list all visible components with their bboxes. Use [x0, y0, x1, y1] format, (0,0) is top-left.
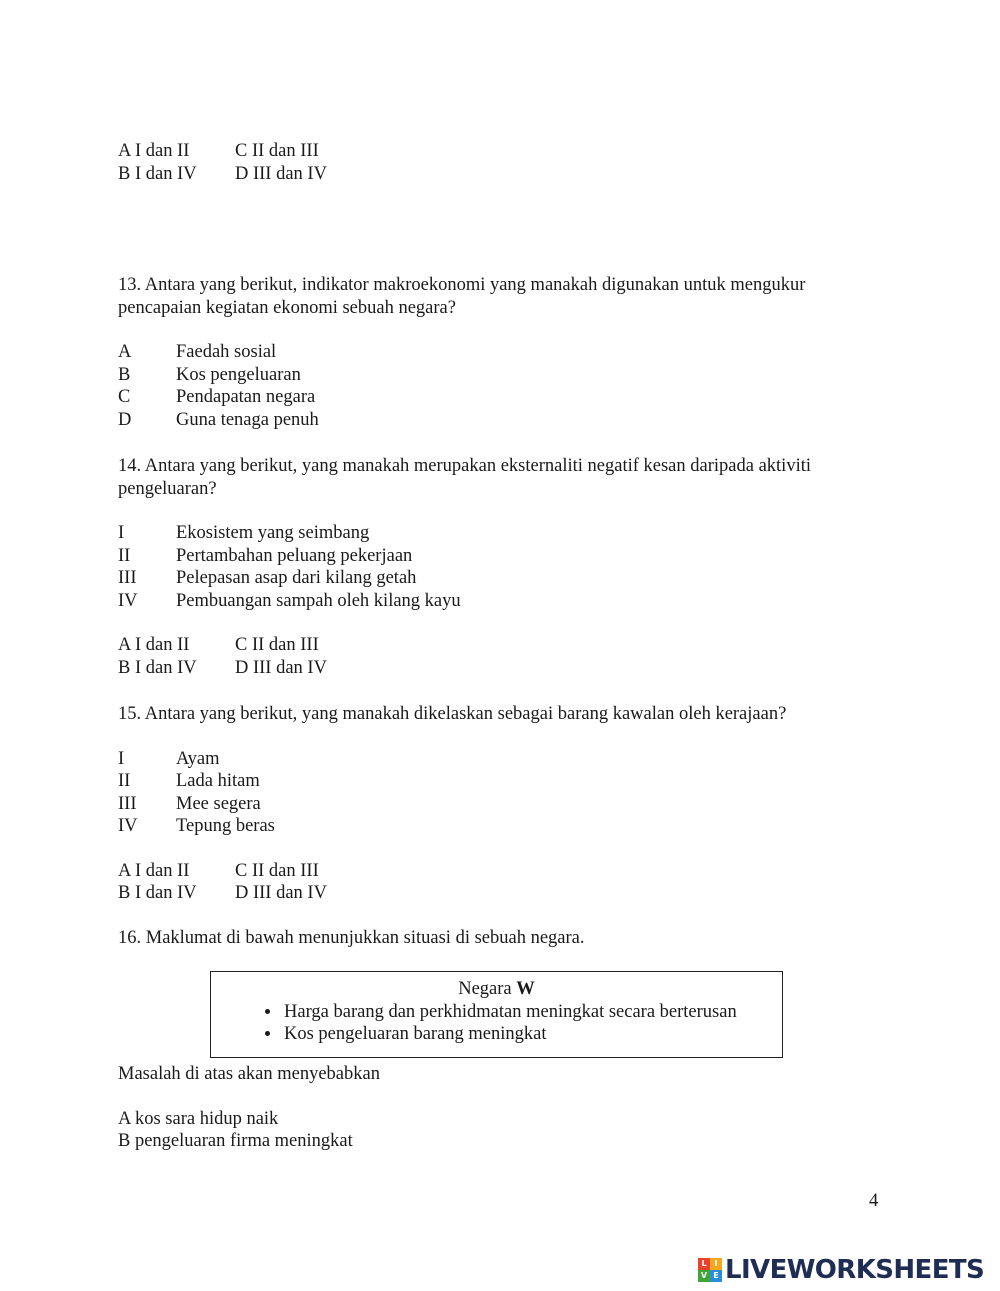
option-row: B Kos pengeluaran: [118, 364, 301, 385]
answer-choice: C II dan III: [235, 635, 319, 655]
answer-choice: D III dan IV: [235, 883, 327, 903]
answer-choice: A I dan II: [118, 635, 190, 655]
question-15: [118, 703, 858, 905]
liveworksheets-wordmark: LIVEWORKSHEETS: [725, 1255, 985, 1285]
page-number: 4: [869, 1191, 879, 1211]
question-16-prompt: [118, 1063, 380, 1153]
question-text: 13. Antara yang berikut, indikator makroekonomi yang manakah digunakan untuk mengukur pencapaian kegiatan ekonomi sebuah negara?: [118, 275, 806, 318]
answer-choice: D III dan IV: [235, 163, 327, 184]
q12-answer-choices: [118, 140, 327, 185]
liveworksheets-mark-icon: L I V E: [698, 1258, 722, 1282]
statement-row: I Ekosistem yang seimbang: [118, 523, 370, 543]
question-text: 16. Maklumat di bawah menunjukkan situasi di sebuah negara.: [118, 928, 585, 948]
statement-row: IV Tepung beras: [118, 816, 275, 836]
answer-choice: B I dan IV: [118, 657, 197, 678]
info-box-list: [211, 1001, 782, 1046]
statement-row: II Pertambahan peluang pekerjaan: [118, 545, 413, 566]
answer-choice: A I dan II: [118, 141, 190, 161]
answer-choice: A I dan II: [118, 860, 190, 881]
answer-choice: C II dan III: [235, 141, 319, 161]
answer-choice: D III dan IV: [235, 657, 327, 678]
statement-row: III Pelepasan asap dari kilang getah: [118, 568, 417, 588]
option-row: C Pendapatan negara: [118, 387, 316, 407]
question-13: [118, 274, 858, 431]
question-text: 15. Antara yang berikut, yang manakah dikelaskan sebagai barang kawalan oleh kerajaan?: [118, 704, 787, 724]
question-text: 14. Antara yang berikut, yang manakah merupakan eksternaliti negatif kesan daripada aktiviti pengeluaran?: [118, 456, 811, 499]
info-bullet: • Harga barang dan perkhidmatan meningkat secara berterusan: [282, 1001, 782, 1024]
prompt-text: Masalah di atas akan menyebabkan: [118, 1064, 380, 1084]
question-14: [118, 455, 858, 679]
option-line: B pengeluaran firma meningkat: [118, 1131, 353, 1151]
info-box-title: Negara W: [458, 979, 535, 999]
info-box-negara-w: [210, 971, 783, 1058]
answer-choice: C II dan III: [235, 860, 319, 881]
question-16: [118, 927, 858, 950]
statement-row: III Mee segera: [118, 793, 261, 814]
info-bullet: • Kos pengeluaran barang meningkat: [282, 1023, 782, 1046]
option-row: D Guna tenaga penuh: [118, 409, 319, 430]
statement-row: I Ayam: [118, 748, 220, 769]
statement-row: II Lada hitam: [118, 771, 260, 791]
option-line: A kos sara hidup naik: [118, 1108, 279, 1129]
answer-choice: B I dan IV: [118, 163, 197, 184]
statement-row: IV Pembuangan sampah oleh kilang kayu: [118, 590, 461, 611]
option-row: A Faedah sosial: [118, 342, 277, 362]
liveworksheets-logo: [698, 1255, 984, 1285]
answer-choice: B I dan IV: [118, 883, 197, 903]
